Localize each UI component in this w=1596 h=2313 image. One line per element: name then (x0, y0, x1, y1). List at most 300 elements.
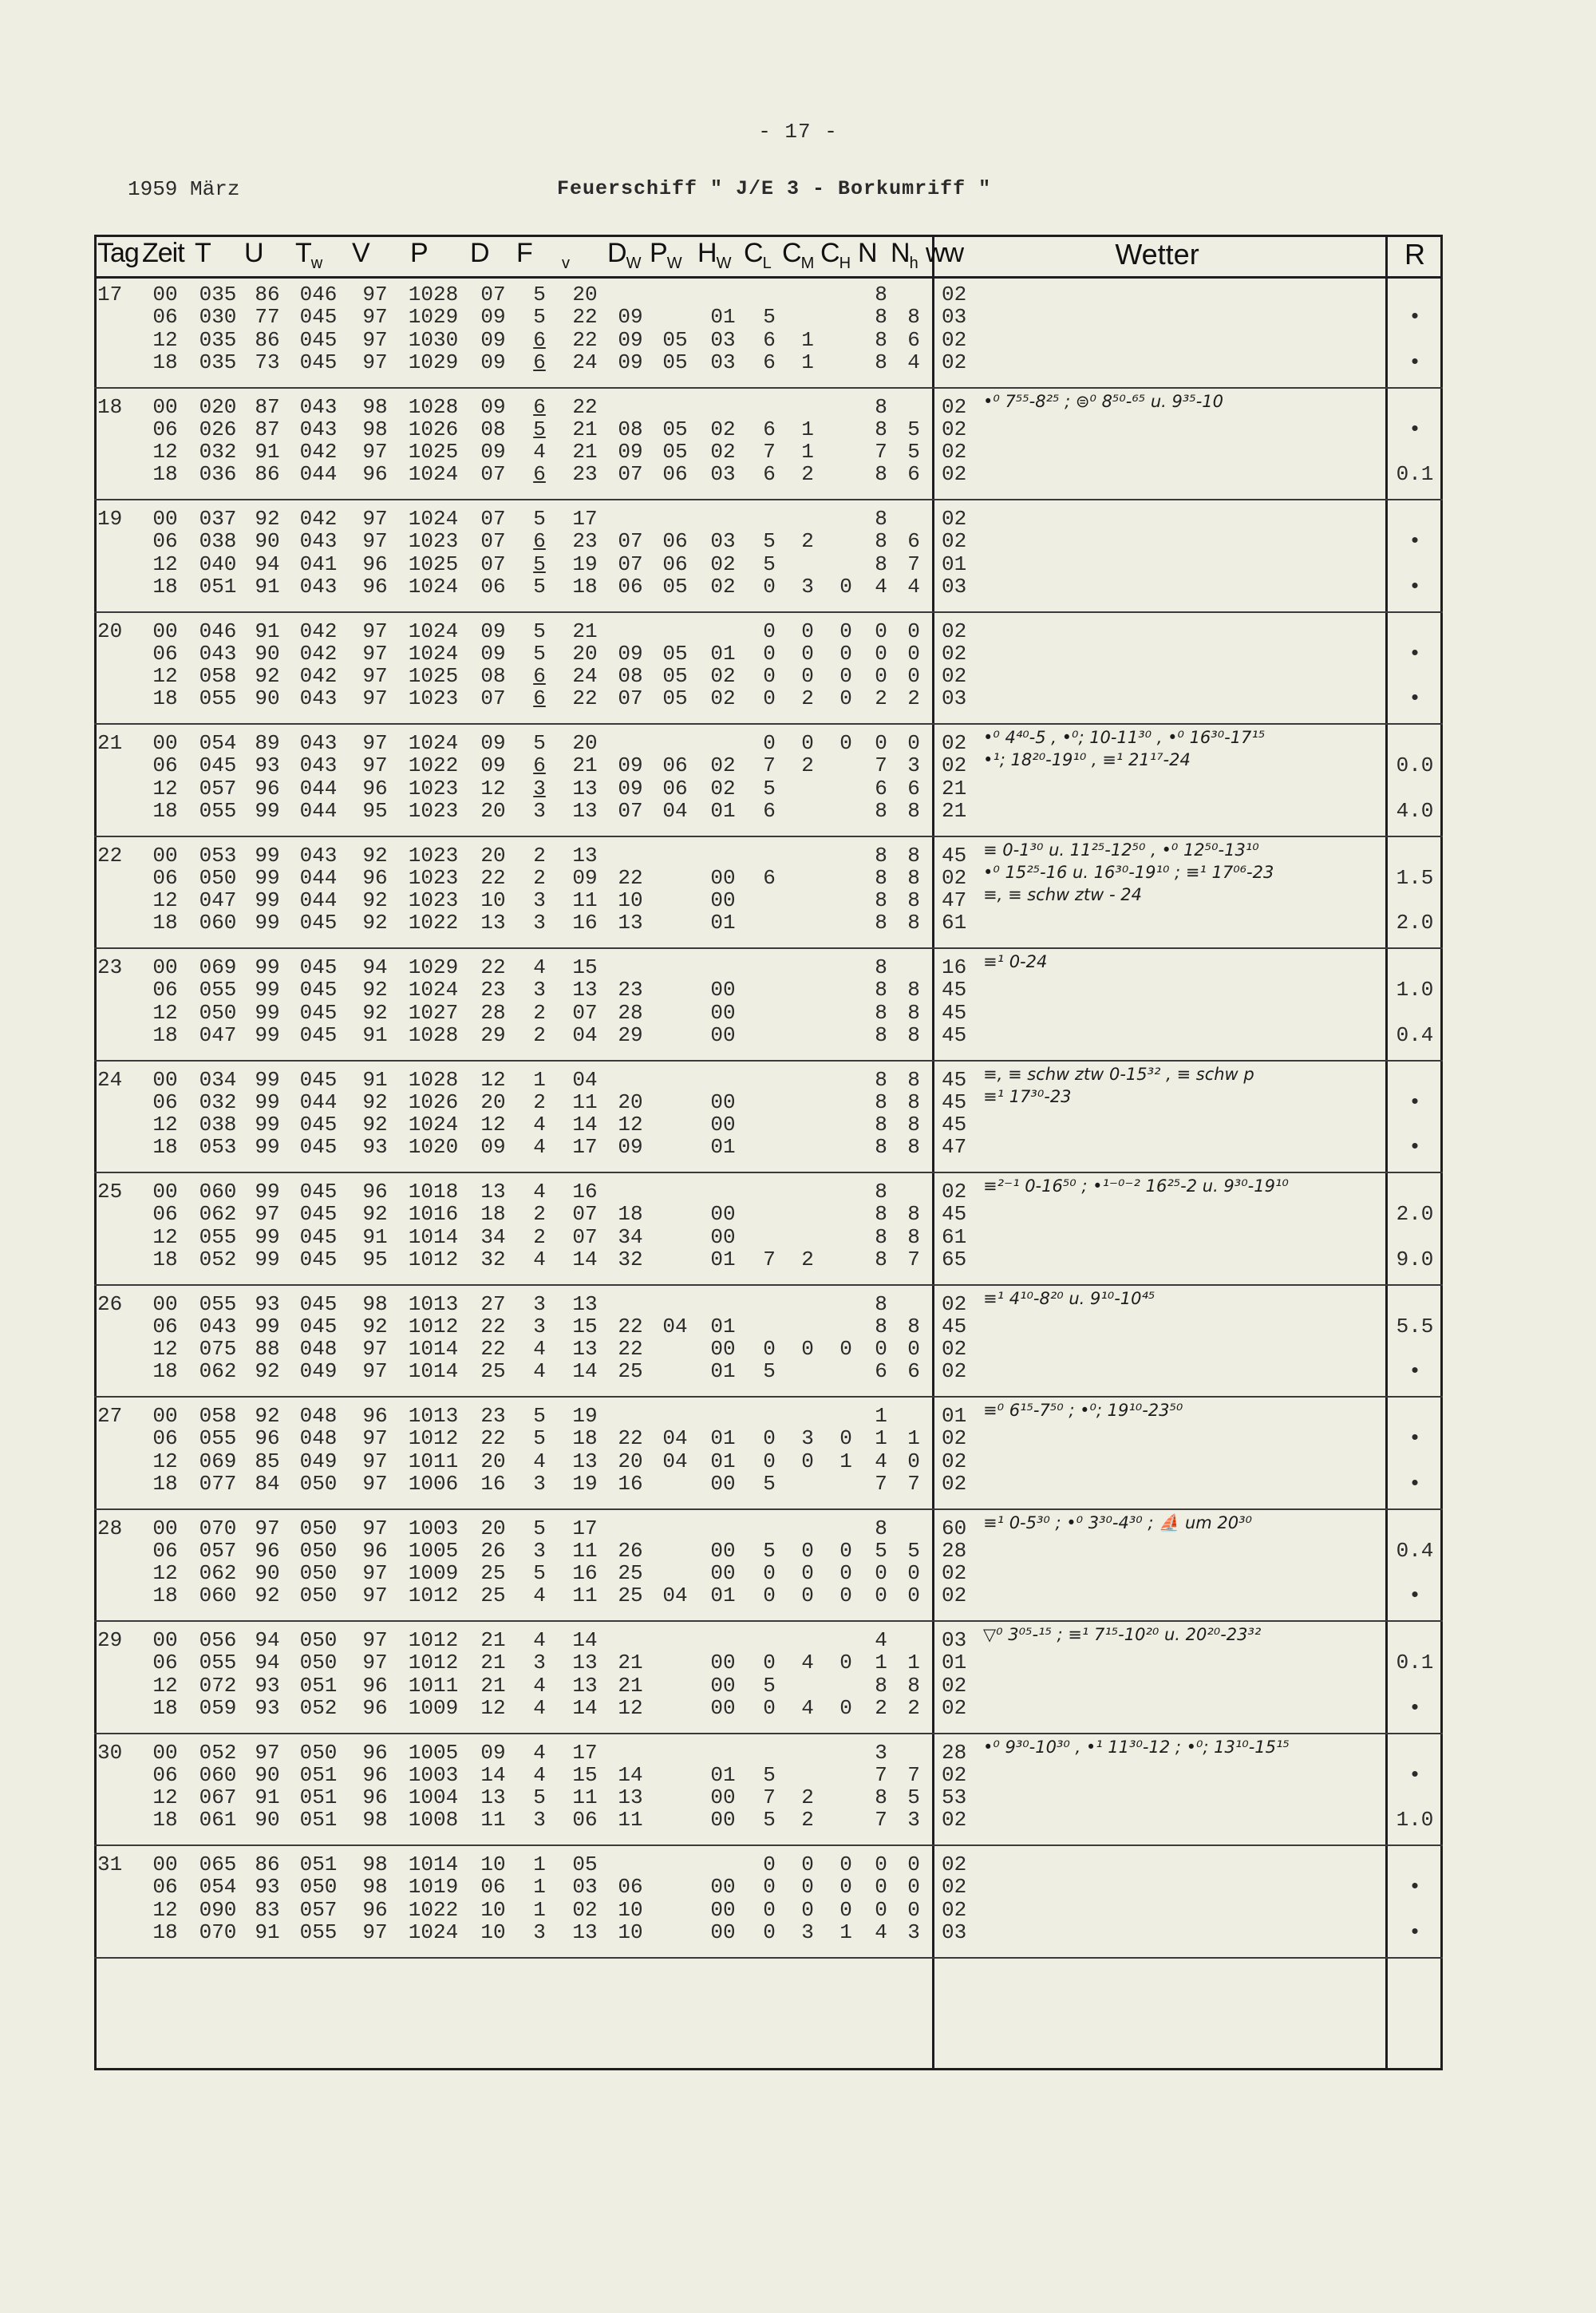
cell-hw: 00 (710, 1202, 736, 1227)
cell-p: 1029 (408, 350, 459, 374)
cell-dw: 22 (618, 865, 643, 890)
cell-hw: 00 (710, 1337, 736, 1362)
cell-f: 3 (533, 1651, 546, 1675)
cell-v: 98 (362, 1852, 388, 1876)
cell-cl: 0 (763, 1426, 776, 1451)
cell-v: 11 (572, 1089, 598, 1114)
cell-ww: 16 (942, 955, 967, 979)
cell-nh: 8 (907, 1135, 920, 1160)
cell-ww: 02 (942, 1852, 967, 1876)
cell-d: 32 (480, 1247, 506, 1271)
cell-n: 8 (875, 1291, 887, 1316)
cell-u: 99 (255, 843, 280, 868)
cell-dw: 10 (618, 1920, 643, 1944)
cell-t: 035 (199, 327, 237, 352)
cell-pw: 04 (662, 1426, 688, 1451)
cell-v: 14 (572, 1113, 598, 1137)
header-rule (94, 276, 1443, 279)
day-label: 20 (97, 619, 123, 643)
cell-ww: 02 (942, 462, 967, 487)
cell-cm: 3 (801, 574, 814, 599)
table-row (0, 728, 1596, 755)
cell-p: 1013 (408, 1404, 459, 1428)
cell-ww: 01 (942, 1404, 967, 1428)
cell-ww: 01 (942, 552, 967, 576)
cell-p: 1003 (408, 1516, 459, 1540)
cell-nh: 8 (907, 798, 920, 823)
cell-p: 1014 (408, 1224, 459, 1249)
cell-u: 92 (255, 507, 280, 531)
cell-nh: 0 (907, 1561, 920, 1586)
cell-tw: 046 (299, 283, 338, 306)
cell-dw: 21 (618, 1651, 643, 1675)
cell-f: 5 (533, 1426, 546, 1451)
cell-ww: 03 (942, 1920, 967, 1944)
cell-cm: 2 (801, 462, 814, 487)
cell-tw: 042 (299, 619, 338, 643)
cell-t: 043 (199, 1314, 237, 1338)
cell-v: 91 (362, 1022, 388, 1047)
cell-v: 97 (362, 753, 388, 778)
cell-n: 2 (875, 1695, 887, 1720)
cell-tw: 043 (299, 686, 338, 711)
cell-f: 1 (533, 1852, 546, 1876)
cell-v: 07 (572, 1224, 598, 1249)
cell-v: 22 (572, 327, 598, 352)
cell-u: 84 (255, 1471, 280, 1496)
cell-nh: 6 (907, 529, 920, 554)
cell-v: 94 (362, 955, 388, 979)
cell-dw: 09 (618, 641, 643, 666)
cell-f: 5 (533, 641, 546, 666)
cell-d: 09 (480, 1740, 506, 1765)
cell-t: 037 (199, 507, 237, 531)
column-header-zeit: Zeit (142, 238, 184, 268)
cell-p: 1008 (408, 1808, 459, 1833)
cell-cm: 1 (801, 440, 814, 465)
cell-n: 4 (875, 1449, 887, 1473)
cell-v: 21 (572, 417, 598, 441)
cell-p: 1024 (408, 641, 459, 666)
cell-ww: 45 (942, 1089, 967, 1114)
cell-hw: 02 (710, 776, 736, 801)
cell-r: 0.4 (1396, 1022, 1434, 1047)
cell-v: 21 (572, 619, 598, 643)
cell-v: 98 (362, 394, 388, 419)
cell-v: 97 (362, 1337, 388, 1362)
day-separator (94, 1396, 1443, 1398)
cell-dw: 20 (618, 1089, 643, 1114)
cell-nh: 0 (907, 619, 920, 643)
cell-t: 046 (199, 619, 237, 643)
cell-f: 3 (533, 978, 546, 1002)
cell-t: 055 (199, 1426, 237, 1451)
cell-v: 96 (362, 1785, 388, 1810)
cell-d: 09 (480, 1135, 506, 1160)
day-separator (94, 1172, 1443, 1173)
column-header-pw: $P_W$ (650, 238, 681, 272)
cell-v: 18 (572, 1426, 598, 1451)
cell-zeit: 18 (152, 574, 178, 599)
cell-ch: 0 (839, 1695, 852, 1720)
cell-t: 058 (199, 1404, 237, 1428)
cell-f: 5 (533, 1404, 546, 1428)
cell-p: 1028 (408, 1067, 459, 1092)
cell-cl: 5 (763, 529, 776, 554)
day-separator (94, 1284, 1443, 1286)
cell-nh: 0 (907, 664, 920, 689)
cell-p: 1024 (408, 507, 459, 531)
cell-v: 97 (362, 529, 388, 554)
cell-u: 99 (255, 1314, 280, 1338)
cell-d: 07 (480, 552, 506, 576)
cell-p: 1018 (408, 1180, 459, 1204)
cell-t: 059 (199, 1695, 237, 1720)
cell-u: 90 (255, 686, 280, 711)
cell-zeit: 06 (152, 1762, 178, 1787)
cell-u: 89 (255, 731, 280, 755)
cell-r: • (1408, 1359, 1421, 1384)
cell-zeit: 06 (152, 305, 178, 330)
cell-n: 8 (875, 1000, 887, 1025)
cell-u: 99 (255, 911, 280, 935)
cell-f: 6 (533, 327, 546, 352)
table-row (0, 1401, 1596, 1428)
cell-f: 5 (533, 1561, 546, 1586)
cell-tw: 042 (299, 664, 338, 689)
cell-v: 96 (362, 462, 388, 487)
cell-dw: 20 (618, 1449, 643, 1473)
cell-f: 3 (533, 1808, 546, 1833)
cell-t: 065 (199, 1852, 237, 1876)
cell-d: 07 (480, 283, 506, 306)
cell-d: 08 (480, 664, 506, 689)
cell-zeit: 00 (152, 394, 178, 419)
weather-note: •¹; 18²⁰-19¹⁰ , ≡¹ 21¹⁷-24 (983, 750, 1191, 770)
cell-ww: 45 (942, 1113, 967, 1137)
cell-r: • (1408, 305, 1421, 330)
cell-hw: 01 (710, 305, 736, 330)
cell-u: 91 (255, 1920, 280, 1944)
cell-p: 1016 (408, 1202, 459, 1227)
cell-ww: 02 (942, 1584, 967, 1608)
cell-d: 09 (480, 394, 506, 419)
cell-d: 16 (480, 1471, 506, 1496)
cell-ch: 0 (839, 641, 852, 666)
cell-v: 96 (362, 1404, 388, 1428)
cell-hw: 00 (710, 888, 736, 913)
cell-nh: 5 (907, 440, 920, 465)
table-row (0, 1785, 1596, 1808)
cell-u: 97 (255, 1202, 280, 1227)
cell-p: 1012 (408, 1426, 459, 1451)
cell-f: 4 (533, 1359, 546, 1384)
cell-v: 97 (362, 283, 388, 306)
table-row (0, 575, 1596, 597)
cell-tw: 048 (299, 1404, 338, 1428)
cell-n: 8 (875, 865, 887, 890)
cell-v: 92 (362, 978, 388, 1002)
cell-zeit: 18 (152, 1920, 178, 1944)
cell-f: 5 (533, 417, 546, 441)
day-label: 24 (97, 1067, 123, 1092)
cell-ch: 0 (839, 1897, 852, 1922)
cell-n: 7 (875, 1471, 887, 1496)
cell-zeit: 06 (152, 1651, 178, 1675)
cell-t: 075 (199, 1337, 237, 1362)
cell-d: 07 (480, 529, 506, 554)
cell-tw: 050 (299, 1584, 338, 1608)
cell-v: 97 (362, 731, 388, 755)
cell-hw: 00 (710, 1875, 736, 1900)
cell-n: 0 (875, 619, 887, 643)
cell-v: 19 (572, 1471, 598, 1496)
cell-u: 99 (255, 1067, 280, 1092)
cell-d: 25 (480, 1561, 506, 1586)
cell-ww: 45 (942, 978, 967, 1002)
cell-nh: 8 (907, 1202, 920, 1227)
table-row (0, 1315, 1596, 1337)
cell-zeit: 00 (152, 1404, 178, 1428)
cell-p: 1028 (408, 283, 459, 306)
table-row (0, 1001, 1596, 1023)
cell-tw: 045 (299, 1202, 338, 1227)
day-separator (94, 1060, 1443, 1062)
cell-p: 1023 (408, 843, 459, 868)
cell-u: 92 (255, 1404, 280, 1428)
cell-dw: 08 (618, 664, 643, 689)
cell-pw: 05 (662, 664, 688, 689)
cell-u: 85 (255, 1449, 280, 1473)
cell-p: 1014 (408, 1852, 459, 1876)
cell-ww: 02 (942, 440, 967, 465)
cell-ww: 02 (942, 664, 967, 689)
table-row (0, 799, 1596, 821)
cell-d: 12 (480, 776, 506, 801)
cell-t: 036 (199, 462, 237, 487)
cell-cl: 5 (763, 552, 776, 576)
cell-d: 20 (480, 798, 506, 823)
day-separator (94, 1844, 1443, 1846)
cell-v: 96 (362, 1897, 388, 1922)
cell-t: 077 (199, 1471, 237, 1496)
cell-r: 0.1 (1396, 462, 1434, 487)
cell-ww: 45 (942, 1314, 967, 1338)
cell-d: 22 (480, 1314, 506, 1338)
cell-nh: 5 (907, 1785, 920, 1810)
cell-u: 87 (255, 394, 280, 419)
cell-d: 14 (480, 1762, 506, 1787)
cell-ch: 0 (839, 1852, 852, 1876)
cell-n: 8 (875, 1180, 887, 1204)
cell-zeit: 06 (152, 1089, 178, 1114)
cell-tw: 048 (299, 1337, 338, 1362)
cell-f: 3 (533, 888, 546, 913)
table-row (0, 1875, 1596, 1900)
cell-cm: 0 (801, 641, 814, 666)
cell-u: 91 (255, 574, 280, 599)
cell-t: 070 (199, 1920, 237, 1944)
cell-t: 060 (199, 1180, 237, 1204)
cell-p: 1013 (408, 1291, 459, 1316)
cell-u: 77 (255, 305, 280, 330)
cell-v: 11 (572, 888, 598, 913)
cell-ww: 02 (942, 1808, 967, 1833)
cell-dw: 32 (618, 1247, 643, 1271)
cell-zeit: 06 (152, 529, 178, 554)
day-separator (94, 387, 1443, 389)
cell-zeit: 12 (152, 1785, 178, 1810)
table-row (0, 1539, 1596, 1561)
cell-ww: 02 (942, 327, 967, 352)
cell-ww: 47 (942, 1135, 967, 1160)
cell-v: 97 (362, 686, 388, 711)
cell-n: 8 (875, 888, 887, 913)
table-row (0, 1763, 1596, 1785)
cell-cm: 2 (801, 1785, 814, 1810)
cell-dw: 12 (618, 1695, 643, 1720)
cell-t: 070 (199, 1516, 237, 1540)
cell-ch: 0 (839, 619, 852, 643)
cell-p: 1023 (408, 798, 459, 823)
cell-u: 94 (255, 1651, 280, 1675)
cell-d: 28 (480, 1000, 506, 1025)
cell-p: 1005 (408, 1740, 459, 1765)
cell-dw: 22 (618, 1426, 643, 1451)
cell-zeit: 00 (152, 731, 178, 755)
cell-v: 92 (362, 1202, 388, 1227)
cell-tw: 057 (299, 1897, 338, 1922)
cell-ww: 02 (942, 619, 967, 643)
cell-p: 1024 (408, 731, 459, 755)
cell-v: 19 (572, 552, 598, 576)
cell-nh: 4 (907, 350, 920, 374)
cell-ch: 0 (839, 686, 852, 711)
cell-dw: 25 (618, 1359, 643, 1384)
table-row (0, 1472, 1596, 1494)
cell-hw: 01 (710, 1584, 736, 1608)
cell-nh: 0 (907, 641, 920, 666)
cell-cl: 6 (763, 417, 776, 441)
table-row (0, 1808, 1596, 1833)
cell-zeit: 06 (152, 641, 178, 666)
cell-n: 6 (875, 1359, 887, 1384)
cell-f: 2 (533, 1224, 546, 1249)
cell-nh: 3 (907, 1808, 920, 1833)
cell-tw: 050 (299, 1875, 338, 1900)
cell-tw: 050 (299, 1516, 338, 1540)
cell-cl: 5 (763, 1762, 776, 1787)
cell-tw: 050 (299, 1628, 338, 1652)
cell-f: 4 (533, 1584, 546, 1608)
cell-dw: 28 (618, 1000, 643, 1025)
cell-ww: 02 (942, 1449, 967, 1473)
cell-ww: 28 (942, 1538, 967, 1563)
cell-nh: 8 (907, 888, 920, 913)
column-header-t: T (195, 238, 211, 268)
cell-dw: 22 (618, 1314, 643, 1338)
cell-nh: 8 (907, 1673, 920, 1698)
cell-v: 92 (362, 911, 388, 935)
cell-n: 0 (875, 664, 887, 689)
cell-d: 06 (480, 574, 506, 599)
cell-dw: 16 (618, 1471, 643, 1496)
cell-r: • (1408, 1089, 1421, 1114)
cell-tw: 050 (299, 1740, 338, 1765)
cell-zeit: 00 (152, 1067, 178, 1092)
cell-tw: 045 (299, 1067, 338, 1092)
cell-v: 97 (362, 1584, 388, 1608)
cell-u: 86 (255, 462, 280, 487)
cell-v: 93 (362, 1135, 388, 1160)
cell-f: 2 (533, 1089, 546, 1114)
cell-n: 8 (875, 1785, 887, 1810)
weather-note: ≡¹ 0-5³⁰ ; •⁰ 3³⁰-4³⁰ ; ⛵ um 20³⁰ (983, 1512, 1252, 1532)
cell-n: 8 (875, 350, 887, 374)
cell-p: 1024 (408, 978, 459, 1002)
cell-v: 98 (362, 1291, 388, 1316)
cell-t: 055 (199, 1224, 237, 1249)
cell-nh: 8 (907, 911, 920, 935)
cell-v: 22 (572, 305, 598, 330)
column-header-tw: $T_w$ (295, 238, 322, 272)
cell-dw: 08 (618, 417, 643, 441)
cell-v: 98 (362, 1808, 388, 1833)
cell-tw: 044 (299, 1089, 338, 1114)
table-row (0, 619, 1596, 642)
day-label: 25 (97, 1180, 123, 1204)
cell-f: 6 (533, 394, 546, 419)
cell-ww: 02 (942, 731, 967, 755)
cell-nh: 0 (907, 1897, 920, 1922)
table-row (0, 1584, 1596, 1606)
cell-f: 4 (533, 1180, 546, 1204)
cell-cl: 0 (763, 1584, 776, 1608)
cell-p: 1022 (408, 1897, 459, 1922)
cell-dw: 13 (618, 1785, 643, 1810)
cell-zeit: 06 (152, 1538, 178, 1563)
cell-dw: 09 (618, 327, 643, 352)
cell-ww: 03 (942, 686, 967, 711)
cell-cl: 7 (763, 1785, 776, 1810)
day-label: 23 (97, 955, 123, 979)
table-row (0, 1202, 1596, 1227)
cell-v: 14 (572, 1628, 598, 1652)
cell-f: 4 (533, 1762, 546, 1787)
cell-d: 26 (480, 1538, 506, 1563)
table-row (0, 1426, 1596, 1449)
cell-n: 0 (875, 641, 887, 666)
cell-p: 1009 (408, 1695, 459, 1720)
cell-t: 045 (199, 753, 237, 778)
cell-ww: 02 (942, 641, 967, 666)
cell-nh: 6 (907, 327, 920, 352)
cell-p: 1023 (408, 865, 459, 890)
cell-zeit: 12 (152, 552, 178, 576)
cell-tw: 044 (299, 462, 338, 487)
cell-f: 4 (533, 955, 546, 979)
cell-f: 4 (533, 1740, 546, 1765)
cell-d: 11 (480, 1808, 506, 1833)
cell-zeit: 00 (152, 1180, 178, 1204)
cell-p: 1011 (408, 1673, 459, 1698)
cell-u: 97 (255, 1740, 280, 1765)
cell-n: 0 (875, 1561, 887, 1586)
cell-hw: 03 (710, 462, 736, 487)
cell-p: 1024 (408, 1920, 459, 1944)
table-row (0, 686, 1596, 709)
day-label: 17 (97, 283, 123, 306)
